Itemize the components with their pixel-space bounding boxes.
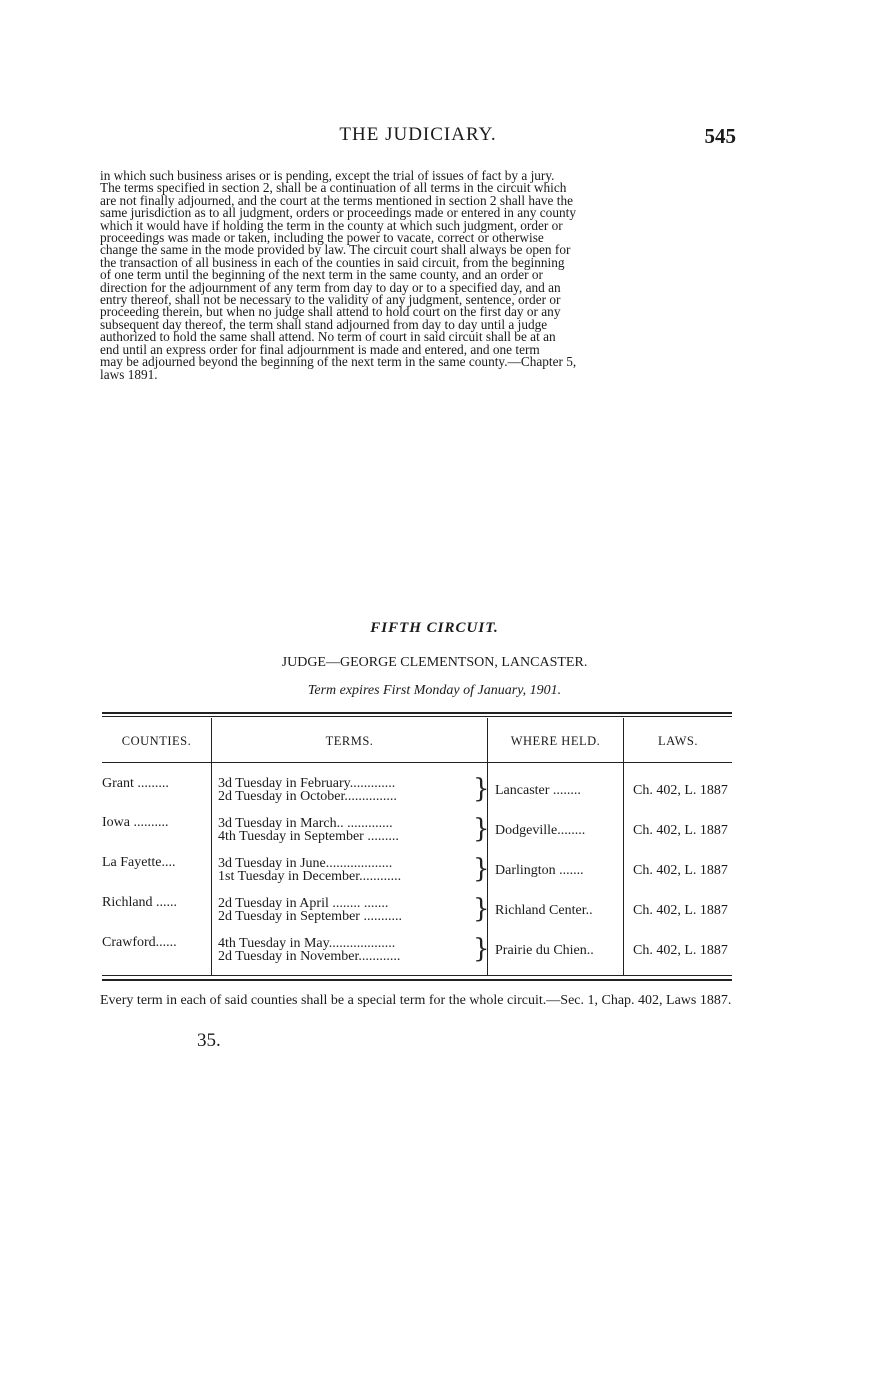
table-cell-where-held: Darlington .......: [495, 863, 584, 878]
body-line: change the same in the mode provided by law. The circuit court shall always be open for: [100, 242, 571, 258]
body-line: subsequent day thereof, the term shall stand adjourned from day to day until a judge: [100, 316, 548, 332]
body-line: The terms specified in section 2, shall be a continuation of all terms in the circuit which: [100, 180, 567, 196]
brace: }: [473, 894, 490, 924]
table-cell-terms: [218, 897, 402, 923]
body-paragraph: [100, 170, 733, 381]
body-line: proceedings was made or taken, including the power to vacate, correct or otherwise: [100, 230, 544, 246]
table-cell-where-held: Prairie du Chien..: [495, 943, 594, 958]
table-cell-where-held: Richland Center..: [495, 903, 593, 918]
section-title: FIFTH CIRCUIT.: [370, 620, 499, 636]
term-expiry-line: Term expires First Monday of January, 1901.: [307, 683, 562, 698]
table-cell-where-held: Dodgeville........: [495, 823, 586, 838]
table-top-rule: [102, 712, 732, 714]
term-date: 2d Tuesday in April ........ .......: [218, 896, 389, 911]
body-line: the transaction of all business in each of the counties in said circuit, from the beginning: [100, 254, 565, 270]
running-head: [100, 124, 736, 152]
body-line: entry thereof, shall not be necessary to the validity of any judgment, sentence, order or: [100, 292, 561, 308]
table-cell-county: Grant .........: [102, 776, 169, 791]
table-cell-county: Crawford......: [102, 935, 177, 950]
brace: }: [473, 934, 490, 964]
body-line: direction for the adjournment of any term from day to day or to a specified day, and an: [100, 279, 561, 295]
body-line: may be adjourned beyond the beginning of the next term in the same county.—Chapter 5,: [100, 354, 577, 370]
brace: }: [473, 774, 490, 804]
table-cell-county: La Fayette....: [102, 855, 176, 870]
term-date: 1st Tuesday in December............: [218, 869, 402, 884]
table-header-rule: [102, 762, 732, 763]
table-cell-terms: [218, 777, 397, 803]
body-line: which it would have if holding the term in the county at which such judgment, order or: [100, 217, 563, 233]
column-header-terms: TERMS.: [325, 734, 374, 748]
term-date: 2d Tuesday in November............: [218, 949, 401, 964]
brace: }: [473, 854, 490, 884]
table-cell-where-held: Lancaster ........: [495, 783, 581, 798]
page-number: 545: [704, 124, 736, 148]
body-line: proceeding therein, but when no judge shall attend to hold court on the first day or any: [100, 304, 561, 320]
table-cell-law: Ch. 402, L. 1887: [633, 943, 728, 958]
column-divider: [211, 718, 212, 976]
body-line: of one term until the beginning of the next term in the same county, and an order or: [100, 267, 543, 283]
table-cell-law: Ch. 402, L. 1887: [633, 783, 728, 798]
footnote: Every term in each of said counties shall be a special term for the whole circuit.—Sec. 1, Chap. 402, Laws 1887.: [100, 993, 732, 1008]
column-header-laws: LAWS.: [657, 734, 699, 748]
body-line: same jurisdiction as to all judgment, orders or proceedings made or entered in any county: [100, 205, 576, 221]
table-cell-law: Ch. 402, L. 1887: [633, 823, 728, 838]
column-header-counties: COUNTIES.: [121, 734, 192, 748]
table-cell-terms: [218, 817, 399, 843]
term-date: 3d Tuesday in March.. .............: [218, 816, 393, 831]
table-cell-county: Iowa ..........: [102, 815, 169, 830]
column-header-where-held: WHERE HELD.: [510, 734, 601, 748]
term-date: 3d Tuesday in June...................: [218, 856, 393, 871]
judge-line: JUDGE—GEORGE CLEMENTSON, LANCASTER.: [281, 655, 588, 670]
table-bottom-rule-outer: [102, 979, 732, 981]
body-line: are not finally adjourned, and the court at the terms mentioned in section 2 shall have the: [100, 192, 574, 208]
table-cell-terms: [218, 857, 401, 883]
signature-mark: 35.: [197, 1030, 221, 1051]
body-line: laws 1891.: [100, 366, 158, 382]
term-date: 4th Tuesday in September .........: [218, 829, 399, 844]
table-bottom-rule: [102, 975, 732, 976]
body-line: end until an express order for final adjournment is made and entered, and one term: [100, 341, 540, 357]
table-cell-law: Ch. 402, L. 1887: [633, 903, 728, 918]
term-date: 4th Tuesday in May...................: [218, 936, 396, 951]
table-cell-terms: [218, 937, 400, 963]
term-date: 2d Tuesday in October...............: [218, 789, 397, 804]
table-cell-law: Ch. 402, L. 1887: [633, 863, 728, 878]
term-date: 3d Tuesday in February.............: [218, 776, 396, 791]
body-line: authorized to hold the same shall attend. No term of court in said circuit shall be at an: [100, 329, 556, 345]
table-top-rule-inner: [102, 716, 732, 717]
running-title: THE JUDICIARY.: [339, 124, 497, 145]
column-divider: [623, 718, 624, 976]
body-line: in which such business arises or is pending, except the trial of issues of fact by a jury.: [100, 168, 555, 183]
table-cell-county: Richland ......: [102, 895, 178, 910]
term-date: 2d Tuesday in September ...........: [218, 909, 402, 924]
brace: }: [473, 814, 490, 844]
